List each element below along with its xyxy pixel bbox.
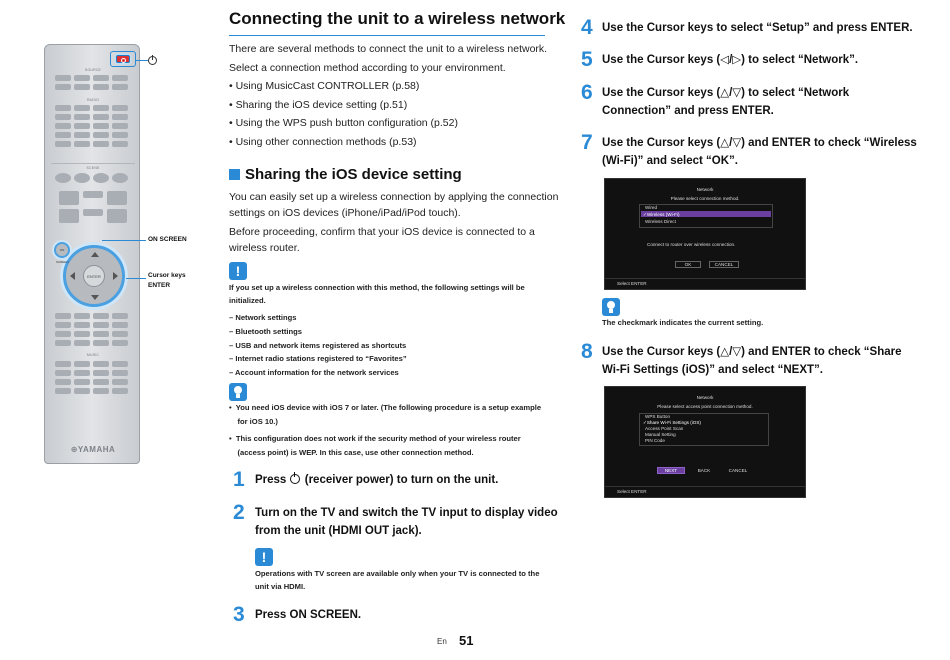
list-item: • Using MusicCast CONTROLLER (p.58) bbox=[229, 80, 420, 92]
list-item: • Using other connection methods (p.53) bbox=[229, 135, 417, 148]
option-manual: Manual Setting bbox=[645, 432, 676, 437]
tip2-text: The checkmark indicates the current setting. bbox=[602, 318, 764, 327]
step-7-line-2: (Wi-Fi)” and select “OK”. bbox=[602, 155, 738, 167]
step-6-line-2: Connection” and press ENTER. bbox=[602, 105, 774, 117]
step-number-8: 8 bbox=[581, 340, 593, 363]
tip1-list bbox=[229, 401, 541, 459]
note2-line-2: unit via HDMI. bbox=[255, 582, 306, 591]
section-intro-2: settings on iOS devices (iPhone/iPad/iPod touch). bbox=[229, 207, 461, 219]
note1-line-2: initialized. bbox=[229, 296, 266, 305]
step-5-text: Use the Cursor keys (◁/▷) to select “Network”. bbox=[602, 54, 859, 66]
step-2-line-1: Turn on the TV and switch the TV input to display video bbox=[255, 507, 558, 519]
screen-subtitle: Please select connection method. bbox=[670, 196, 740, 201]
step-8-line-2: Wi-Fi Settings (iOS)” and select “NEXT”. bbox=[602, 364, 823, 376]
on-screen-callout-line bbox=[102, 240, 146, 241]
option-share-ios: ✓Share Wi-Fi Settings (iOS) bbox=[643, 420, 701, 425]
exclamation-icon: ! bbox=[255, 548, 273, 566]
screen-subtitle: Please select access point connection method. bbox=[657, 404, 753, 409]
screen-footer: Select ENTER bbox=[617, 281, 647, 286]
step-7-line-1: Use the Cursor keys (△/▽) and ENTER to check “Wireless bbox=[602, 137, 917, 149]
remote-label-source: SOURCE bbox=[84, 68, 102, 72]
cancel-button: CANCEL bbox=[709, 261, 739, 268]
remote-control-illustration bbox=[44, 44, 140, 464]
remote-label-scene: SCENE bbox=[86, 166, 100, 170]
cancel-button: CANCEL bbox=[728, 468, 748, 473]
cursor-keys bbox=[63, 245, 125, 307]
step-number-5: 5 bbox=[581, 48, 593, 71]
methods-list bbox=[229, 77, 458, 151]
title-rule bbox=[229, 35, 545, 36]
yamaha-logo: ⊕YAMAHA bbox=[70, 445, 116, 454]
list-item: • This configuration does not work if the security method of your wireless router bbox=[229, 434, 521, 443]
step-1-text-b: (receiver power) to turn on the unit. bbox=[304, 474, 499, 486]
radio-keys bbox=[55, 105, 128, 147]
volume-keys bbox=[59, 191, 127, 223]
on-screen-key: ON SCREEN bbox=[54, 242, 70, 258]
step-8-line-1: Use the Cursor keys (△/▽) and ENTER to check “Share bbox=[602, 346, 902, 358]
option-ap-scan: Access Point Scan bbox=[645, 426, 684, 431]
step-number-1: 1 bbox=[233, 468, 245, 491]
section-square-icon bbox=[229, 169, 240, 180]
list-item: • Sharing the iOS device setting (p.51) bbox=[229, 98, 408, 111]
power-key-highlight bbox=[110, 51, 136, 67]
step-6-line-1: Use the Cursor keys (△/▽) to select “Network bbox=[602, 87, 850, 99]
list-item: – Account information for the network services bbox=[229, 368, 399, 378]
tv-screen-connection-method bbox=[604, 178, 806, 290]
list-item: • You need iOS device with iOS 7 or later. (The following procedure is a setup example bbox=[229, 403, 542, 412]
cursor-down-icon bbox=[91, 295, 99, 300]
option-pin: PIN Code bbox=[645, 438, 665, 443]
step-number-7: 7 bbox=[581, 131, 593, 154]
source-keys bbox=[55, 75, 128, 90]
scene-keys bbox=[55, 173, 128, 183]
remote-label-music: MUSIC bbox=[86, 353, 100, 357]
lightbulb-icon bbox=[602, 298, 620, 316]
power-icon bbox=[290, 474, 300, 484]
intro-line-1: There are several methods to connect the unit to a wireless network. bbox=[229, 43, 548, 55]
list-item: – USB and network items registered as shortcuts bbox=[229, 340, 407, 350]
list-item: for iOS 10.) bbox=[229, 416, 278, 426]
remote-divider bbox=[51, 163, 135, 164]
tv-screen-access-point-method bbox=[604, 386, 806, 498]
option-wireless: ✓Wireless (Wi-Fi) bbox=[643, 212, 680, 217]
note1-list bbox=[229, 311, 407, 380]
page-number: 51 bbox=[459, 633, 474, 648]
option-wireless-direct: Wireless Direct bbox=[645, 219, 676, 224]
screen-footer-rule bbox=[605, 278, 805, 279]
screen-message: Connect to router over wireless connection. bbox=[647, 242, 736, 247]
section-intro-1: You can easily set up a wireless connection by applying the connection bbox=[229, 191, 559, 203]
enter-key: ENTER bbox=[83, 265, 105, 287]
section-title bbox=[229, 166, 462, 183]
number-keys bbox=[55, 361, 128, 394]
page-title: Connecting the unit to a wireless network bbox=[229, 9, 566, 28]
option-wired: Wired bbox=[645, 205, 657, 210]
lightbulb-icon bbox=[229, 383, 247, 401]
cursor-keys-callout: Cursor keys bbox=[148, 272, 186, 279]
enter-callout: ENTER bbox=[148, 282, 171, 289]
exclamation-icon: ! bbox=[229, 262, 247, 280]
page-language: En bbox=[437, 637, 447, 646]
step-number-2: 2 bbox=[233, 501, 245, 524]
step-2-line-2: from the unit (HDMI OUT jack). bbox=[255, 525, 422, 537]
screen-title: Network bbox=[696, 395, 714, 400]
step-1-text bbox=[255, 471, 498, 490]
step-number-3: 3 bbox=[233, 603, 245, 626]
screen-title: Network bbox=[696, 187, 714, 192]
on-screen-callout: ON SCREEN bbox=[148, 236, 187, 243]
cursor-left-icon bbox=[70, 272, 75, 280]
cursor-callout-line bbox=[126, 278, 146, 279]
cursor-up-icon bbox=[91, 252, 99, 257]
back-button: BACK bbox=[697, 468, 711, 473]
list-item: – Internet radio stations registered to “Favorites” bbox=[229, 354, 407, 364]
power-symbol-icon bbox=[148, 56, 157, 65]
playback-keys bbox=[55, 313, 128, 346]
step-number-6: 6 bbox=[581, 81, 593, 104]
screen-footer-rule bbox=[605, 486, 805, 487]
power-callout-line bbox=[135, 60, 148, 61]
note1-line-1: If you set up a wireless connection with this method, the following settings will be bbox=[229, 283, 525, 292]
list-item: (access point) is WEP. In this case, use other connection method. bbox=[229, 447, 474, 457]
ok-button: OK bbox=[675, 261, 701, 268]
section-title-text: Sharing the iOS device setting bbox=[245, 166, 462, 183]
screen-footer: Select ENTER bbox=[617, 489, 647, 494]
section-intro-3: Before proceeding, confirm that your iOS device is connected to a bbox=[229, 226, 535, 238]
list-item: • Using the WPS push button configuration (p.52) bbox=[229, 117, 458, 130]
note2-line-1: Operations with TV screen are available only when your TV is connected to the bbox=[255, 569, 540, 578]
list-item: – Bluetooth settings bbox=[229, 326, 302, 336]
next-button: NEXT bbox=[657, 467, 685, 474]
list-item: – Network settings bbox=[229, 313, 297, 322]
cursor-right-icon bbox=[113, 272, 118, 280]
step-4-text: Use the Cursor keys to select “Setup” and press ENTER. bbox=[602, 22, 913, 34]
step-number-4: 4 bbox=[581, 16, 593, 39]
section-intro-4: wireless router. bbox=[229, 242, 300, 254]
remote-label-radio: RADIO bbox=[86, 98, 100, 102]
step-1-text-a: Press bbox=[255, 474, 287, 486]
intro-line-2: Select a connection method according to your environment. bbox=[229, 62, 506, 74]
option-wps: WPS Button bbox=[645, 414, 671, 419]
step-3-text: Press ON SCREEN. bbox=[255, 609, 362, 621]
